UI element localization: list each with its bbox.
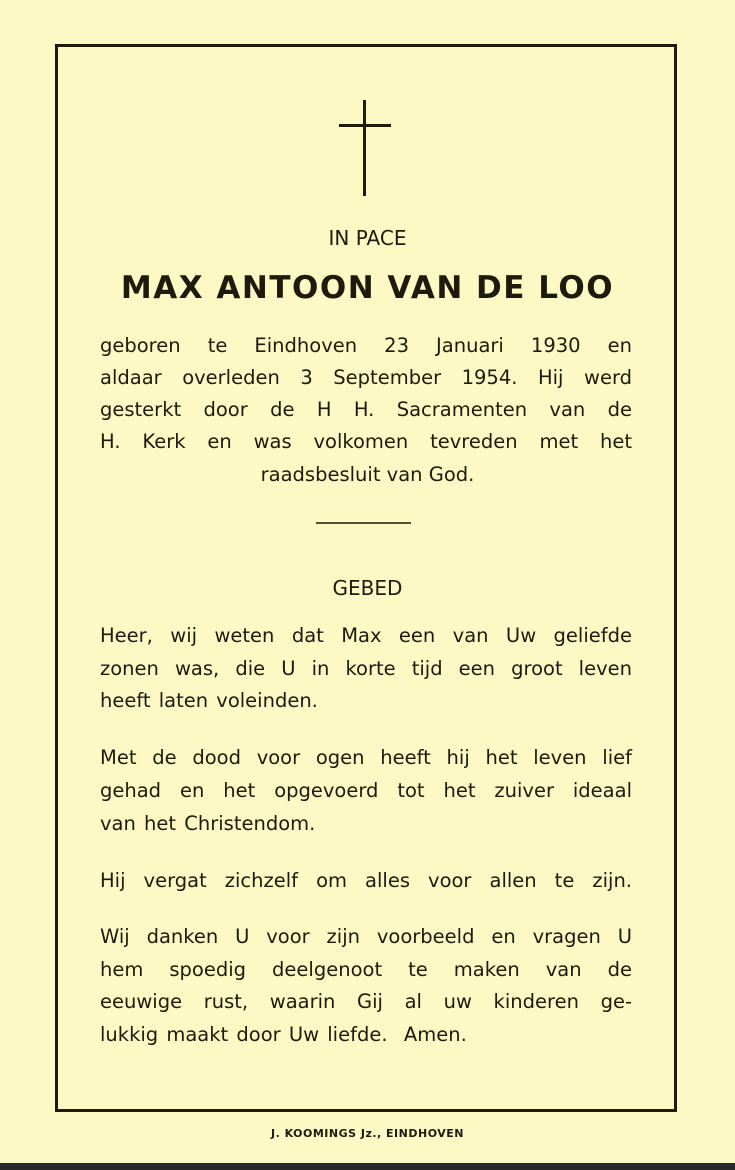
- bio-line: aldaar overleden 3 September 1954. Hij werd: [100, 366, 632, 389]
- prayer-line: Wij danken U voor zijn voorbeeld en vragen U: [100, 925, 632, 948]
- prayer-line: hem spoedig deelgenoot te maken van de: [100, 958, 632, 981]
- bio-line: H. Kerk en was volkomen tevreden met het: [100, 430, 632, 453]
- printer-credit: J. KOOMINGS Jz., EINDHOVEN: [271, 1127, 464, 1140]
- prayer-line: eeuwige rust, waarin Gij al uw kinderen ge-: [100, 990, 632, 1013]
- bio-line: geboren te Eindhoven 23 Januari 1930 en: [100, 334, 632, 357]
- prayer-line: Heer, wij weten dat Max een van Uw geliefde: [100, 624, 632, 647]
- prayer-line: Met de dood voor ogen heeft hij het leven lief: [100, 746, 632, 769]
- deceased-name: MAX ANTOON VAN DE LOO: [120, 270, 615, 306]
- scan-edge: [0, 1163, 735, 1170]
- prayer-line: zonen was, die U in korte tijd een groot leven: [100, 657, 632, 680]
- prayer-line: lukkig maakt door Uw liefde. Amen.: [100, 1023, 467, 1046]
- prayer-heading: GEBED: [332, 576, 403, 600]
- prayer-line: gehad en het opgevoerd tot het zuiver ideaal: [100, 779, 632, 802]
- prayer-line: van het Christendom.: [100, 812, 316, 835]
- prayer-line: Hij vergat zichzelf om alles voor allen te zijn.: [100, 869, 632, 892]
- bio-line: raadsbesluit van God.: [260, 463, 475, 486]
- in-pace-heading: IN PACE: [328, 226, 407, 250]
- prayer-line: heeft laten voleinden.: [100, 689, 318, 712]
- divider: [316, 522, 411, 524]
- bio-line: gesterkt door de H H. Sacramenten van de: [100, 398, 632, 421]
